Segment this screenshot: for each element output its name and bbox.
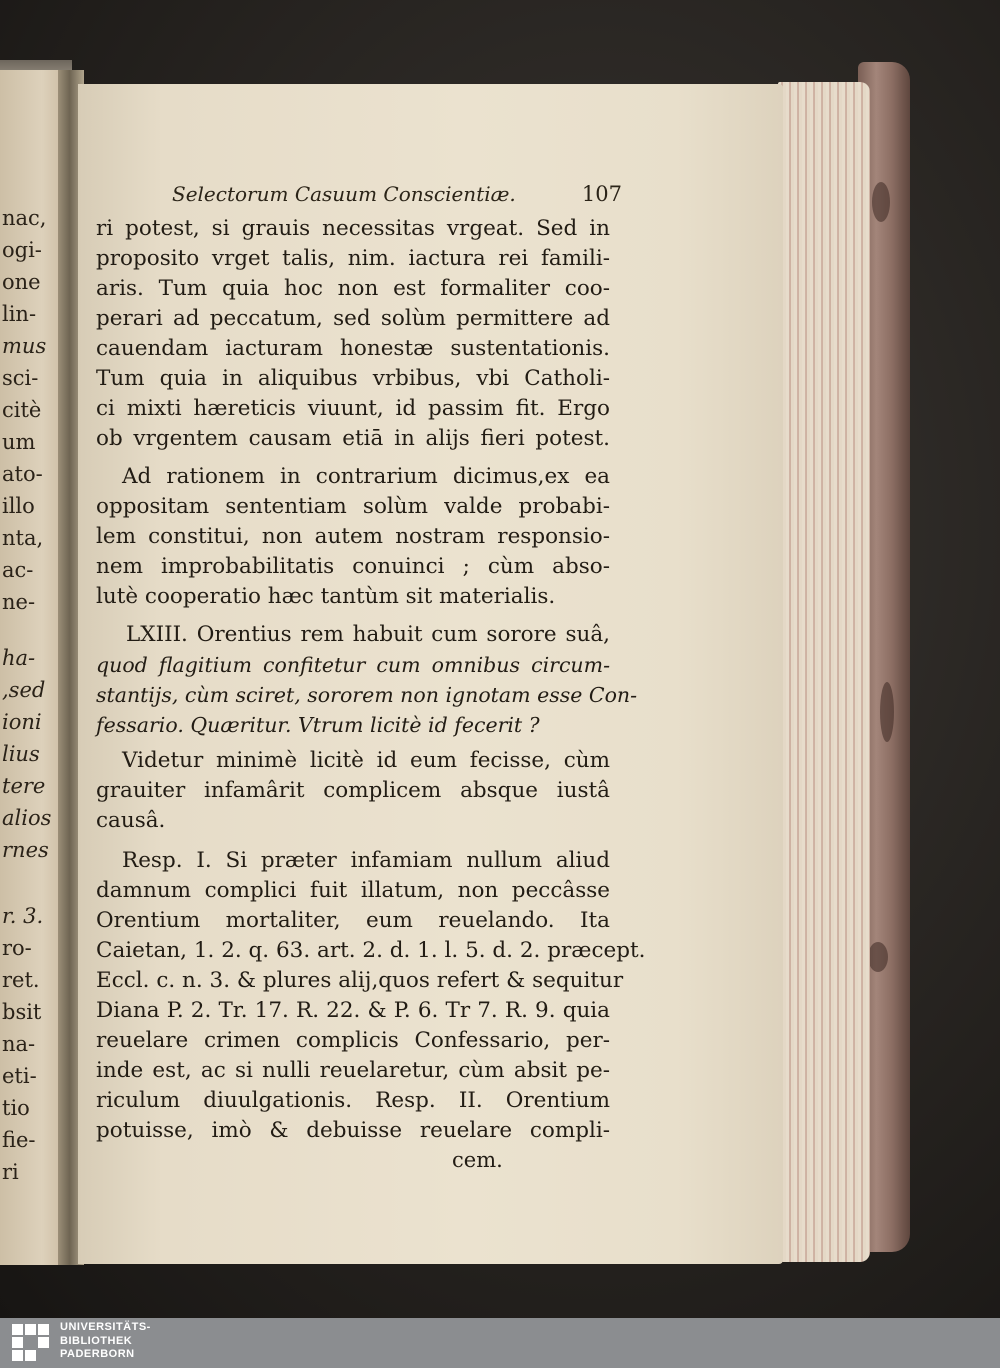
text-line: Orentium mortaliter, eum reuelando. Ita xyxy=(96,908,610,933)
text-line: fessario. Quæritur. Vtrum licitè id fecerit ? xyxy=(96,713,540,737)
left-fragment: na- xyxy=(2,1032,36,1056)
library-name-line1: UNIVERSITÄTS- xyxy=(60,1321,151,1333)
left-fragment: nac, xyxy=(2,206,47,230)
left-fragment: ro- xyxy=(2,936,32,960)
text-line: reuelare crimen complicis Confessario, per- xyxy=(96,1028,610,1053)
left-fragment: illo xyxy=(2,494,35,518)
left-fragment: um xyxy=(2,430,36,454)
text-line: oppositam sententiam solùm valde probabi- xyxy=(96,494,610,519)
text-line: ci mixti hæreticis viuunt, id passim fit. Ergo xyxy=(96,396,610,421)
left-fragment: eti- xyxy=(2,1064,37,1088)
left-fragment: r. 3. xyxy=(2,904,44,928)
text-line: ob vrgentem causam etiā in alijs fieri potest. xyxy=(96,426,610,451)
page-edges xyxy=(778,82,870,1262)
page-number: 107 xyxy=(581,182,622,206)
text-line: Ad rationem in contrarium dicimus,ex ea xyxy=(122,464,610,489)
text-line: proposito vrget talis, nim. iactura rei famili- xyxy=(96,246,610,271)
text-line: causâ. xyxy=(96,808,166,833)
left-fragment: ri xyxy=(2,1160,19,1184)
library-name xyxy=(60,1321,260,1362)
text-line: aris. Tum quia hoc non est formaliter coo- xyxy=(96,276,610,301)
text-line: Resp. I. Si præter infamiam nullum aliud xyxy=(122,848,610,873)
text-line: Caietan, 1. 2. q. 63. art. 2. d. 1. l. 5. d. 2. præcept. xyxy=(96,938,646,963)
left-fragment: lius xyxy=(2,742,40,766)
library-name-line3: PADERBORN xyxy=(60,1348,135,1360)
left-fragment: alios xyxy=(2,806,52,830)
left-fragment: tere xyxy=(2,774,46,798)
left-fragment: ioni xyxy=(2,710,42,734)
text-line: riculum diuulgationis. Resp. II. Orentium xyxy=(96,1088,610,1113)
running-head-title: Selectorum Casuum Conscientiæ. xyxy=(172,182,516,206)
left-fragment: ,sed xyxy=(2,678,46,702)
left-fragment: ato- xyxy=(2,462,43,486)
case-heading: LXIII. Orentius rem habuit cum sorore suâ, xyxy=(126,622,610,647)
left-fragment: ret. xyxy=(2,968,40,992)
text-line: cauendam iacturam honestæ sustentationis. xyxy=(96,336,610,361)
text-line: inde est, ac si nulli reuelaretur, cùm absit pe- xyxy=(96,1058,610,1083)
text-line: Tum quia in aliquibus vrbibus, vbi Catholi- xyxy=(96,366,610,391)
text-line: Diana P. 2. Tr. 17. R. 22. & P. 6. Tr 7. R. 9. quia xyxy=(96,998,610,1023)
catchword: cem. xyxy=(452,1148,503,1172)
text-line: perari ad peccatum, sed solùm permittere ad xyxy=(96,306,610,331)
left-fragment: citè xyxy=(2,398,42,422)
library-name-line2: BIBLIOTHEK xyxy=(60,1334,133,1347)
library-logo-icon xyxy=(12,1324,50,1362)
left-fragment: lin- xyxy=(2,302,37,326)
text-line: lutè cooperatio hæc tantùm sit materialis. xyxy=(96,584,556,609)
left-fragment: ha- xyxy=(2,646,36,670)
left-fragment: mus xyxy=(2,334,47,358)
text-line: quod flagitium confitetur cum omnibus circum- xyxy=(96,653,610,677)
text-line: damnum complici fuit illatum, non peccâsse xyxy=(96,878,610,903)
text-line: stantijs, cùm sciret, sororem non ignotam esse Con- xyxy=(96,683,638,707)
text-line: nem improbabilitatis conuinci ; cùm abso- xyxy=(96,554,610,579)
left-fragment: ac- xyxy=(2,558,34,582)
left-fragment: ogi- xyxy=(2,238,42,262)
text-line: grauiter infamârit complicem absque iustâ xyxy=(96,778,610,803)
text-line: ri potest, si grauis necessitas vrgeat. Sed in xyxy=(96,216,610,241)
running-head xyxy=(172,180,622,214)
left-fragment: bsit xyxy=(2,1000,42,1024)
text-line: Videtur minimè licitè id eum fecisse, cùm xyxy=(122,748,610,773)
text-line: potuisse, imò & debuisse reuelare compli- xyxy=(96,1118,610,1143)
left-fragment: sci- xyxy=(2,366,39,390)
left-fragment: one xyxy=(2,270,41,294)
left-fragment: fie- xyxy=(2,1128,36,1152)
library-footer xyxy=(0,1318,1000,1368)
left-fragment: ne- xyxy=(2,590,36,614)
left-fragment: rnes xyxy=(2,838,49,862)
left-fragment: tio xyxy=(2,1096,30,1120)
text-line: lem constitui, non autem nostram responsio- xyxy=(96,524,610,549)
left-fragment: nta, xyxy=(2,526,44,550)
text-line: Eccl. c. n. 3. & plures alij,quos refert & sequitur xyxy=(96,968,624,993)
